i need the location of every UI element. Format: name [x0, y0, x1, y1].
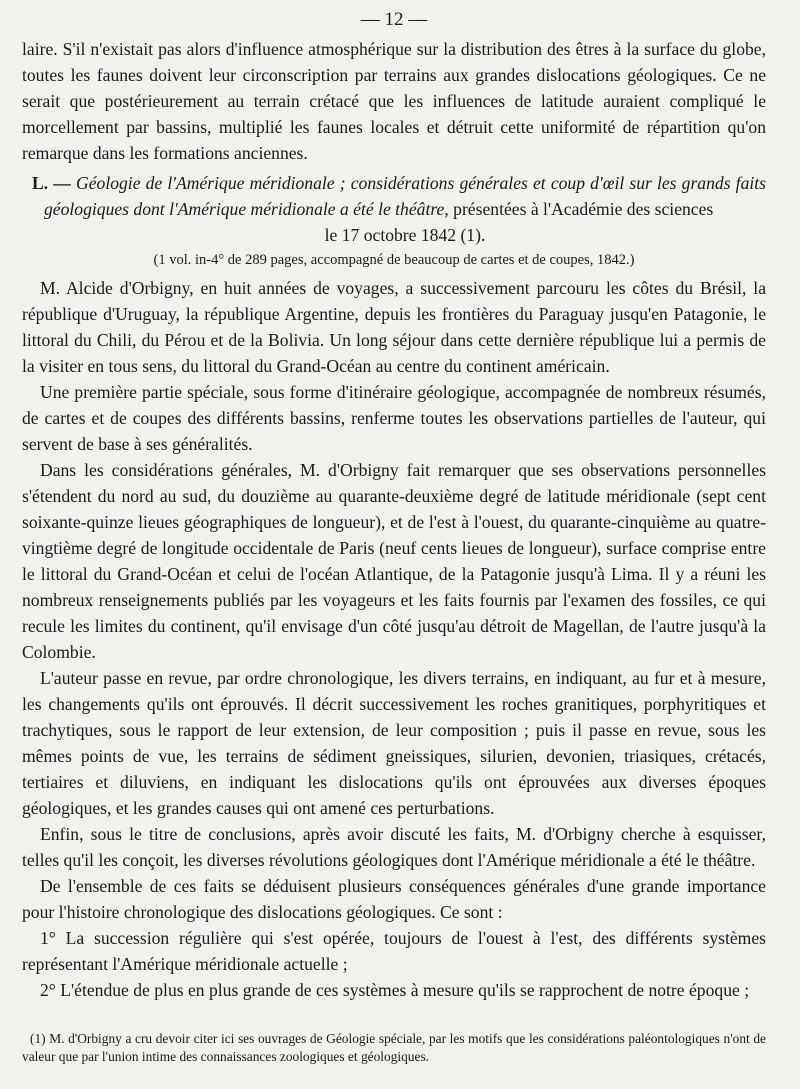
entry-letter: L. — — [32, 173, 71, 193]
page-number: — 12 — — [360, 9, 428, 30]
entry-subtitle: présentées à l'Académie des sciences — [453, 199, 714, 219]
entry-details: (1 vol. in-4° de 289 pages, accompagné de beaucoup de cartes et de coupes, 1842.) — [153, 252, 635, 268]
list-item-1: 1° La succession régulière qui s'est opérée, toujours de l'ouest à l'est, des différents systèmes représentant l'Amérique méridionale actuelle ; — [22, 928, 766, 974]
entry-date: le 17 octobre 1842 (1). — [324, 225, 486, 245]
list-item-2: 2° L'étendue de plus en plus grande de ces systèmes à mesure qu'ils se rapprochent de notre époque ; — [40, 980, 750, 1000]
footnote: (1) M. d'Orbigny a cru devoir citer ici ses ouvrages de Géologie spéciale, par les motifs que les considérations paléontologiques n'ont de valeur que par l'union intime des connaissances zoologiques et géologiques. — [22, 1031, 766, 1064]
paragraph-general-considerations: Dans les considérations générales, M. d'Orbigny fait remarquer que ses observations personnelles s'étendent du nord au sud, du douzième au quarante-deuxième degré de latitude méridionale (sept cent soixante-quinze lieues géographiques de longueur), et de l'est à l'ouest, du quarante-cinquième au quatre-vingtième degré de longitude occidentale de Paris (neuf cents lieues de longueur), surface comprise entre le littoral du Grand-Océan et celui de l'océan Atlantique, de la Patagonie jusqu'à Lima. Il y a réuni les nombreux renseignements publiés par les voyageurs et les faits fournis par l'examen des fossiles, ce qui recule les limites du continent, qu'il envisage d'un côté jusqu'au détroit de Magellan, de l'autre jusqu'à la Colombie. — [22, 460, 766, 662]
paragraph-continuation: laire. S'il n'existait pas alors d'influence atmosphérique sur la distribution des êtres à la surface du globe, toutes les faunes doivent leur circonscription par terrains aux grandes dislocations géologiques. Ce ne serait que postérieurement au terrain crétacé que les influences de latitude auraient compliqué le morcellement par bassins, multiplié les faunes locales et détruit cette uniformité de répartition qu'on remarque dans les formations anciennes. — [22, 39, 766, 163]
paragraph-terrains: L'auteur passe en revue, par ordre chronologique, les divers terrains, en indiquant, au fur et à mesure, les changements qu'ils ont éprouvés. Il décrit successivement les roches granitiques, porphyritiques et trachytiques, sous le rapport de leur extension, de leur composition ; puis il passe en revue, sous les mêmes points de vue, les terrains de sédiment gneissiques, silurien, devonien, triasiques, crétacés, tertiaires et diluviens, en indiquant les dislocations qu'ils ont éprouvées aux diverses époques géologiques, et les grandes causes qui ont amené ces perturbations. — [22, 668, 766, 818]
paragraph-conclusions: Enfin, sous le titre de conclusions, après avoir discuté les faits, M. d'Orbigny cherche à esquisser, telles qu'il les conçoit, les diverses révolutions géologiques dont l'Amérique méridionale a été le théâtre. — [22, 824, 766, 870]
paragraph-first-part: Une première partie spéciale, sous forme d'itinéraire géologique, accompagnée de nombreux résumés, de cartes et de coupes des différents bassins, renferme toutes les observations partielles de l'auteur, qui servent de base à ses généralités. — [22, 382, 766, 454]
bibliography-entry — [22, 170, 766, 248]
entry-title: Géologie de l'Amérique méridionale ; considérations générales et coup d'œil sur les grands faits géologiques dont l'Amérique méridionale a été le théâtre, — [44, 173, 766, 219]
paragraph-voyages: M. Alcide d'Orbigny, en huit années de voyages, a successivement parcouru les côtes du Brésil, la république d'Uruguay, la république Argentine, depuis les frontières du Paraguay jusqu'en Patagonie, le littoral du Chili, du Pérou et de la Bolivia. Un long séjour dans cette dernière république lui a permis de la visiter en tous sens, du littoral du Grand-Océan au centre du continent américain. — [22, 278, 766, 376]
paragraph-consequences: De l'ensemble de ces faits se déduisent plusieurs conséquences générales d'une grande importance pour l'histoire chronologique des dislocations géologiques. Ce sont : — [22, 876, 766, 922]
